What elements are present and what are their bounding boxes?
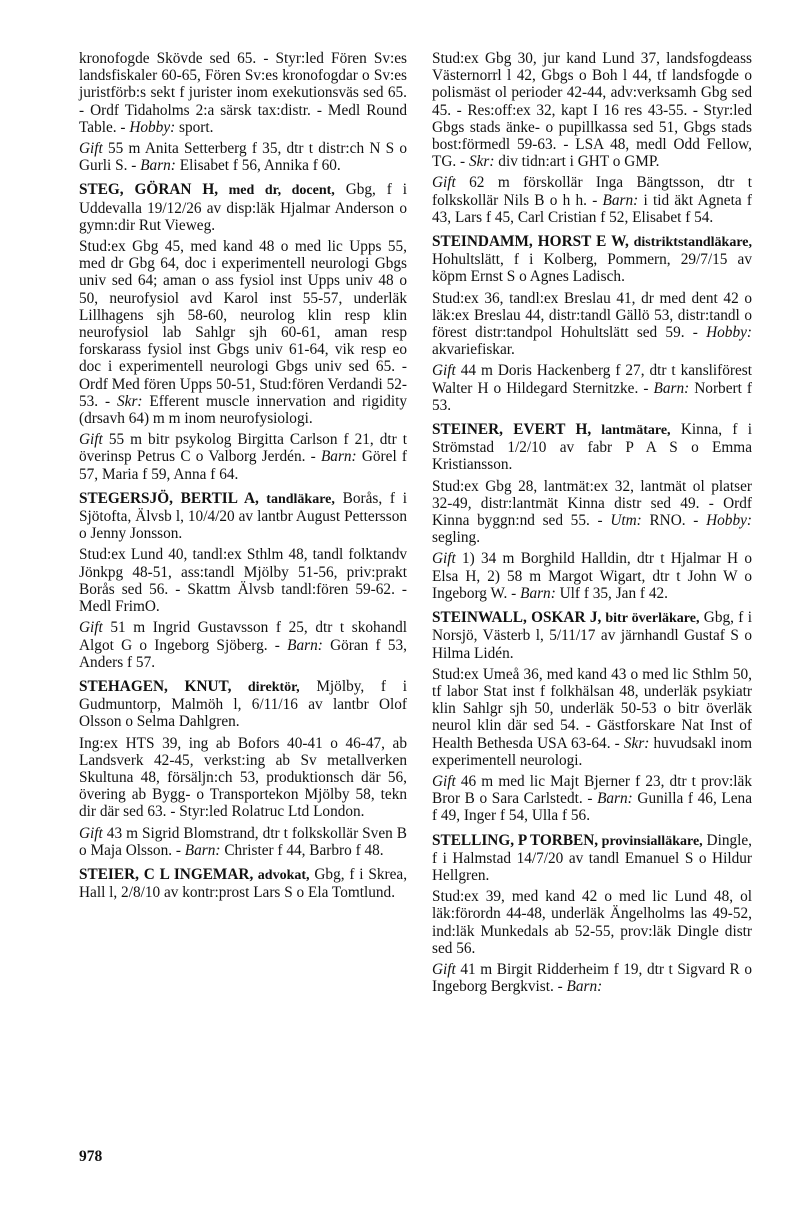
entry-paragraph [432, 888, 752, 957]
entry-text: Stud:ex Gbg 28, lantmät:ex 32, lantmät ol platser 32-49, distr:lantmät Kinna distr sed 49. - Ordf Kinna byggn:nd sed 55. - [432, 477, 752, 530]
entry-paragraph [79, 490, 407, 543]
entry-paragraph [432, 773, 752, 825]
entry-text: 55 m Anita Setterberg f 35, dtr t distr:ch N S o Gurli S. - [79, 140, 407, 175]
entry-text: div tidn:art i GHT o GMP. [494, 153, 660, 171]
field-label: Skr: [468, 153, 495, 171]
field-label: Hobby: [129, 118, 176, 136]
entry-text: segling. [432, 529, 481, 547]
entry-text: Görel f 57, Maria f 59, Anna f 64. [79, 448, 407, 483]
entry-paragraph [79, 181, 407, 234]
entry-text: 41 m Birgit Ridderheim f 19, dtr t Sigvard R o Ingeborg Bergkvist. - [432, 960, 752, 996]
entry-name: STELLING, P TORBEN, [432, 831, 599, 849]
entry-continuation [79, 50, 407, 174]
field-label: Skr: [117, 392, 143, 410]
entry-text: Gbg, f i Norsjö, Västerb l, 5/11/17 av järnhandl Gustaf S o Hilma Lidén. [432, 609, 752, 662]
biography-entry [432, 832, 752, 996]
entry-title: distriktstandläkare, [628, 235, 752, 251]
entry-title: advokat, [253, 867, 310, 883]
field-label: Gift [432, 550, 456, 568]
entry-text: Stud:ex Umeå 36, med kand 43 o med lic Sthlm 50, tf labor Stat inst f folkhälsan 48, underläk psykiatr klin Sahlgr sjh 50, underläk 50-53 o bitr överläk neurol klin där sed 54. - Gästforskare Nat Inst of Health Bethesda USA 63-64. - [432, 665, 752, 752]
entry-name: STEINWALL, OSKAR J, [432, 609, 602, 627]
entry-paragraph [432, 174, 752, 226]
entry-title: med dr, docent, [218, 183, 335, 199]
field-label: Gift [79, 140, 103, 158]
field-label: Gift [432, 960, 456, 978]
field-label: Barn: [520, 584, 556, 602]
entry-title: lantmätare, [591, 423, 671, 439]
entry-paragraph [79, 678, 407, 731]
biography-entry [79, 866, 407, 901]
entry-name: STEG, GÖRAN H, [79, 181, 219, 199]
field-label: Gift [79, 619, 103, 637]
field-label: Skr: [623, 734, 650, 752]
entry-paragraph [432, 961, 752, 995]
left-column [79, 50, 407, 905]
field-label: Gift [79, 824, 103, 842]
entry-paragraph [432, 362, 752, 414]
entry-text: 62 m förskollär Inga Bängtsson, dtr t folkskollär Nils B o h h. - [432, 174, 752, 209]
entry-name: STEHAGEN, KNUT, [79, 677, 232, 695]
field-label: Barn: [184, 841, 221, 859]
entry-text: Göran f 53, Anders f 57. [79, 636, 407, 671]
biography-entry [432, 609, 752, 824]
entry-name: STEGERSJÖ, BERTIL A, [79, 489, 259, 507]
entry-paragraph [79, 50, 407, 136]
field-label: Barn: [140, 157, 176, 175]
entry-text: 46 m med lic Majt Bjerner f 23, dtr t prov:läk Bror B o Sara Carlstedt. - [432, 772, 752, 808]
entry-text: Gunilla f 46, Lena f 49, Inger f 54, Ulla f 56. [432, 790, 752, 825]
entry-text: Mjölby, f i Gudmuntorp, Malmöh l, 6/11/16 av lantbr Olof Olsson o Selma Dahlgren. [79, 677, 407, 731]
entry-name: STEINDAMM, HORST E W, [432, 233, 629, 251]
entry-paragraph [79, 238, 407, 427]
field-label: Barn: [602, 191, 639, 209]
entry-text: huvudsakl inom experimentell neurologi. [432, 734, 752, 769]
entry-text: 51 m Ingrid Gustavsson f 25, dtr t skohandl Algot G o Ingeborg Sjöberg. - [79, 619, 407, 654]
entry-title: direktör, [231, 679, 300, 695]
field-label: Barn: [597, 790, 633, 808]
entry-paragraph [432, 609, 752, 662]
biography-entry [79, 678, 407, 859]
biography-entry [79, 181, 407, 482]
entry-text: 55 m bitr psykolog Birgitta Carlson f 21, dtr t överinsp Petrus C o Valborg Jerdén. - [79, 431, 407, 466]
entry-text: Dingle, f i Halmstad 14/7/20 av tandl Emanuel S o Hildur Hellgren. [432, 831, 752, 884]
entry-paragraph [79, 619, 407, 671]
entry-paragraph [432, 233, 752, 286]
field-label: Gift [79, 431, 103, 449]
biography-entry [432, 233, 752, 414]
entry-paragraph [79, 866, 407, 901]
field-label: Hobby: [706, 324, 752, 342]
entry-paragraph [79, 735, 407, 821]
field-label: Barn: [653, 379, 690, 397]
entry-paragraph [432, 550, 752, 602]
entry-text: Elisabet f 56, Annika f 60. [175, 157, 341, 175]
field-label: Gift [432, 362, 456, 380]
entry-title: provinsialläkare, [598, 833, 703, 849]
entry-continuation [432, 50, 752, 226]
field-label: Gift [432, 772, 456, 790]
entry-name: STEIER, C L INGEMAR, [79, 865, 254, 883]
entry-text: Stud:ex 36, tandl:ex Breslau 41, dr med dent 42 o läk:ex Breslau 44, distr:tandl Gällö 53, distr:tandl o förest distr:tandpol Hohultslätt sed 59. - [432, 289, 752, 342]
entry-text: Ulf f 35, Jan f 42. [555, 584, 668, 602]
entry-text: Kinna, f i Strömstad 1/2/10 av fabr P A S o Emma Kristiansson. [432, 421, 753, 474]
field-label: Hobby: [706, 512, 752, 530]
entry-text: i tid äkt Agneta f 43, Lars f 45, Carl Cristian f 52, Elisabet f 54. [432, 191, 752, 226]
field-label: Utm: [610, 512, 642, 530]
entry-text: 1) 34 m Borghild Halldin, dtr t Hjalmar H o Elsa H, 2) 58 m Margot Wigart, dtr t John W o Ingeborg W. - [432, 550, 752, 602]
entry-text: kronofogde Skövde sed 65. - Styr:led Fören Sv:es landsfiskaler 60-65, Fören Sv:es kronofogdar o Sv:es juristförb:s sekt f jurister inom exekutionsväs sed 65. - Ordf Tidaholms 2:a särsk tax:distr. - Medl Round Table. - [79, 50, 407, 136]
right-column [432, 50, 752, 999]
entry-paragraph [432, 478, 752, 547]
entry-text: Efferent muscle innervation and rigidity (drsavh 64) m m inom neurofysiologi. [79, 392, 407, 428]
entry-text: Gbg, f i Uddevalla 19/12/26 av disp:läk Hjalmar Anderson o gymn:dir Rut Vieweg. [79, 181, 407, 234]
entry-text: Ing:ex HTS 39, ing ab Bofors 40-41 o 46-47, ab Landsverk 42-45, verkst:ing ab Sv metallverken Skultuna 48, försäljn:ch 53, produktionsch där 56, övering ab Bygg- o Transportekon Mjölby 58, tekn dir där sed 63. - Styr:led Rolatruc Ltd London. [79, 734, 407, 821]
entry-text: Christer f 44, Barbro f 48. [220, 841, 384, 859]
entry-paragraph [432, 421, 752, 474]
entry-text: Stud:ex Gbg 45, med kand 48 o med lic Upps 55, med dr Gbg 64, doc i experimentell neurologi Gbgs univ sed 64; aman o ass fysiol inst Upps univ 48 o 50, neurofysiol avd Karol inst 55-57, underläk Lillhagens sjh 58-60, neurolog klin resp klin neurofysiol lab Sahlgr sjh 60-61, aman resp forskarass fysiol inst Gbgs univ 61-64, vik resp eo doc i experimentell neurologi Gbgs univ sed 65. - Ordf Med fören Upps 50-51, Stud:fören Verdandi 52-53. - [79, 238, 407, 410]
entry-paragraph [432, 50, 752, 170]
field-label: Barn: [566, 978, 603, 996]
entry-text: Borås, f i Sjötofta, Älvsb l, 10/4/20 av lantbr August Pettersson o Jenny Jonsson. [79, 489, 407, 543]
entry-paragraph [79, 546, 407, 615]
page-number: 978 [79, 1148, 103, 1165]
entry-name: STEINER, EVERT H, [432, 421, 592, 439]
entry-text: akvariefiskar. [432, 341, 515, 359]
field-label: Gift [432, 174, 456, 192]
entry-text: Stud:ex Gbg 30, jur kand Lund 37, landsfogdeass Västernorrl l 42, Gbgs o Boh l 44, tf landsfogde o polismäst ol perioder 42-44, adv:verksamh Gbg sed 45. - Res:off:ex 32, kapt I 16 res 43-55. - Styr:led Gbgs stads änke- o pupillkassa sed 51, Gbgs stads bost:förmedl 59-63. - LSA 48, medl Odd Fellow, TG. - [432, 50, 752, 171]
entry-paragraph [432, 666, 752, 769]
entry-title: bitr överläkare, [601, 611, 700, 627]
entry-paragraph [432, 832, 752, 885]
entry-paragraph [79, 431, 407, 483]
entry-text: Hohultslätt, f i Kolberg, Pommern, 29/7/15 av köpm Ernst S o Agnes Ladisch. [432, 251, 752, 286]
entry-text: Stud:ex 39, med kand 42 o med lic Lund 48, ol läk:förordn 44-48, underläk Ängelholms las 49-52, ind:läk Munkedals ab 52-55, prov:läk Dingle distr sed 56. [432, 888, 752, 957]
entry-text: RNO. - [641, 512, 707, 530]
entry-text: 43 m Sigrid Blomstrand, dtr t folkskollär Sven B o Maja Olsson. - [79, 824, 407, 859]
entry-paragraph [432, 290, 752, 359]
entry-text: Norbert f 53. [432, 379, 752, 414]
entry-text: Gbg, f i Skrea, Hall l, 2/8/10 av kontr:prost Lars S o Ela Tomtlund. [79, 865, 408, 902]
entry-text: sport. [175, 118, 214, 136]
entry-text: Stud:ex Lund 40, tandl:ex Sthlm 48, tandl folktandv Jönkpg 48-51, ass:tandl Mjölby 51-56, priv:prakt Borås sed 56. - Skattm Älvsb tandl:fören 59-62. - Medl FrimO. [79, 546, 407, 616]
entry-paragraph [79, 825, 407, 859]
biography-entry [432, 421, 752, 602]
field-label: Barn: [287, 636, 323, 654]
entry-text: 44 m Doris Hackenberg f 27, dtr t kansliförest Walter H o Hildegard Sternitzke. - [432, 362, 752, 397]
entry-paragraph [79, 140, 407, 174]
field-label: Barn: [320, 448, 357, 466]
entry-title: tandläkare, [258, 491, 335, 507]
biography-entry [79, 490, 407, 671]
